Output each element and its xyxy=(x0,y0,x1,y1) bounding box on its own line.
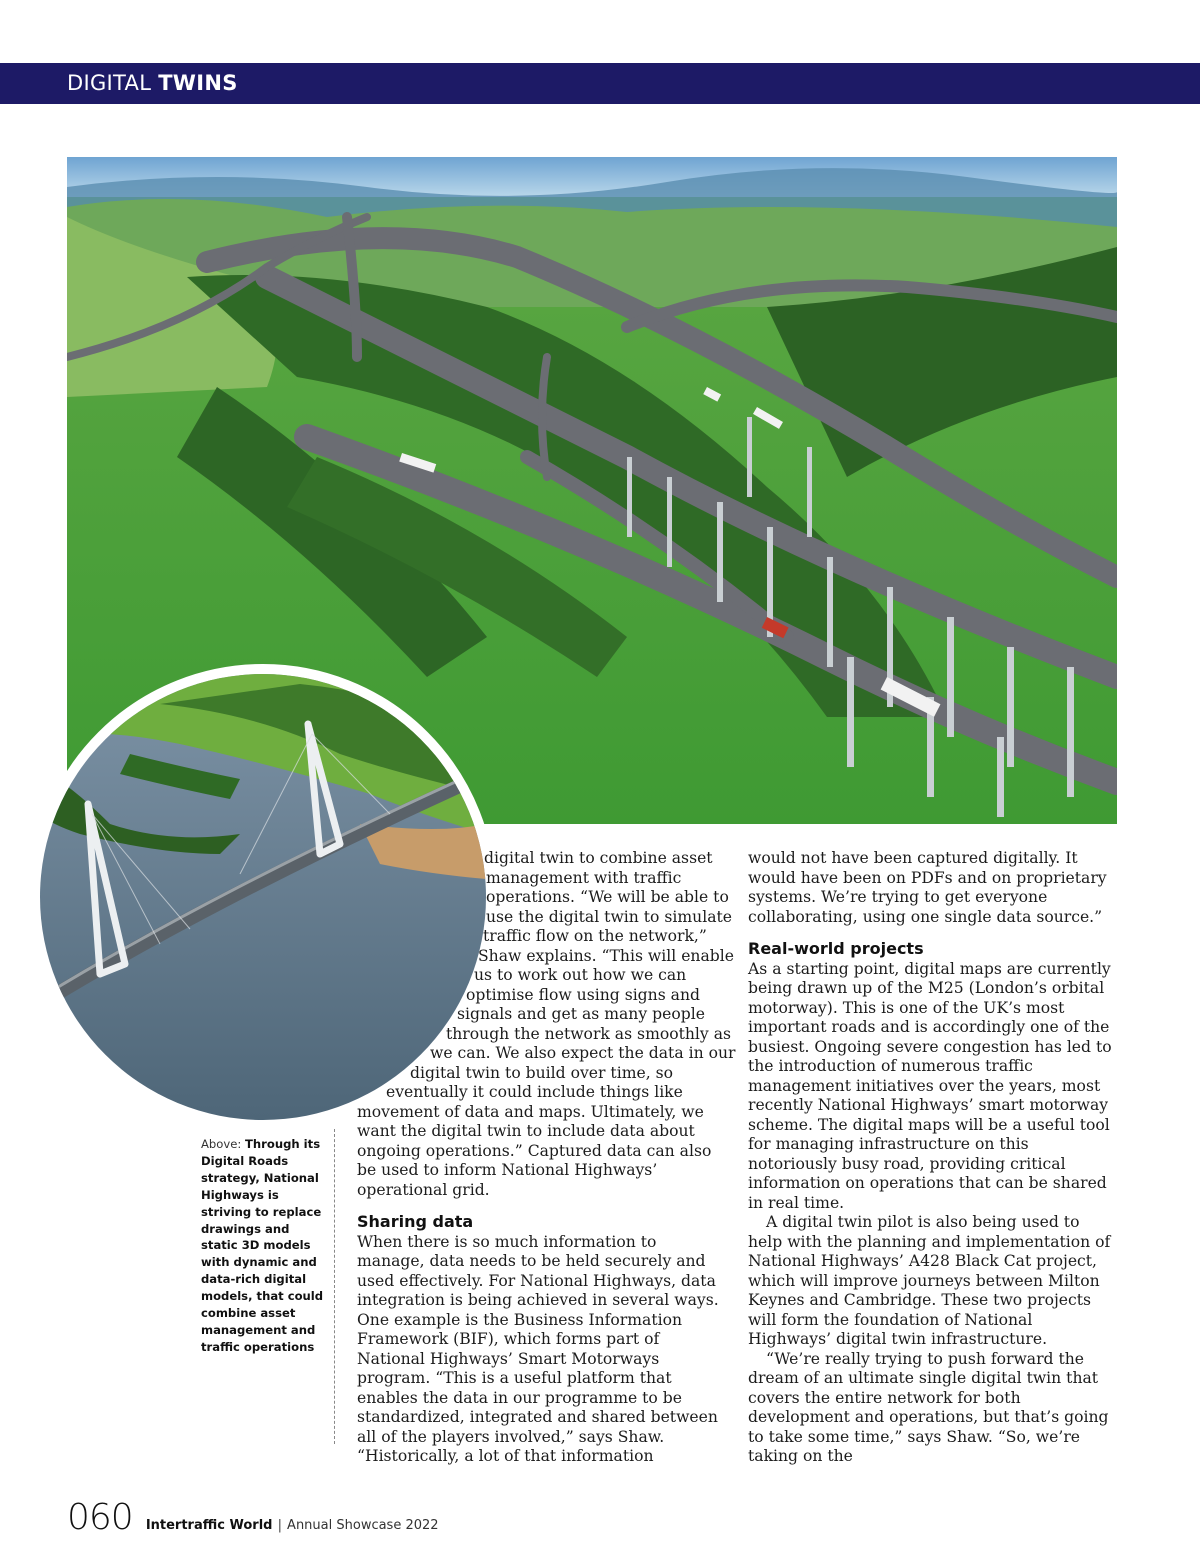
paragraph-text: “We’re really trying to push forward the dream of an ultimate single digital twin that covers the entire network for both development and operations, but that’s going to take some time,” says Shaw. “So, we’re taking on the xyxy=(748,1349,1109,1465)
wrap-line: we can. We also expect the data in our xyxy=(430,1044,736,1062)
subheading-real-world-projects: Real-world projects xyxy=(748,939,924,958)
subheading-sharing-data: Sharing data xyxy=(357,1212,474,1231)
wrap-line: management with traffic xyxy=(486,868,682,887)
footer-separator: | xyxy=(277,1518,282,1533)
caption-divider xyxy=(334,1129,335,1444)
wrap-line: signals and get as many people xyxy=(457,1005,705,1023)
paragraph-text: When there is so much information to manage, data needs to be held securely and used effectively. For National Highways, data integration is being achieved in several ways. One example is the Business Information Framework (BIF), which forms part of National Highways’ Smart Motorways program. “This is a useful platform that enables the data in our programme to be standardized, integrated and shared between all of the players involved,” says Shaw. “Historically, a lot of that information xyxy=(357,1232,719,1465)
section-title xyxy=(67,63,238,104)
image-caption xyxy=(201,1136,325,1356)
caption-lead: Above: xyxy=(201,1137,245,1151)
wrap-line: Shaw explains. “This will enable xyxy=(478,946,734,965)
section-title-light: DIGITAL xyxy=(67,71,152,95)
wrap-line: through the network as smoothly as xyxy=(446,1024,731,1043)
wrap-line: us to work out how we can xyxy=(474,966,687,984)
paragraph-text: A digital twin pilot is also being used to help with the planning and implementation of National Highways’ A428 Black Cat project, which will improve journeys between Milton Keynes and Cambridge. These two projects will form the foundation of National Highways’ digital twin infrastructure. xyxy=(748,1213,1111,1348)
caption-text: Through its Digital Roads strategy, National Highways is striving to replace drawings and static 3D models with dynamic and data-rich digital models, that could combine asset management and traffic operations xyxy=(201,1137,324,1354)
wrap-line: operations. “We will be able to xyxy=(486,888,729,906)
page-number: 060 xyxy=(67,1497,133,1538)
paragraph-text: As a starting point, digital maps are currently being drawn up of the M25 (London’s orbital motorway). This is one of the UK’s most important roads and is accordingly one of the busiest. Ongoing severe congestion has led to the introduction of numerous traffic management initiatives over the years, most recently National Highways’ smart motorway scheme. The digital maps will be a useful tool for managing infrastructure on this notoriously busy road, providing critical information on operations that can be shared in real time. xyxy=(748,959,1112,1212)
article-column-right xyxy=(748,849,1116,1467)
magazine-name: Intertraffic World xyxy=(145,1518,273,1533)
paragraph-text: movement of data and maps. Ultimately, we want the digital twin to include data about ongoing operations.” Captured data can also be used to inform National Highways’ operational grid. xyxy=(357,1102,712,1199)
wrap-line: optimise flow using signs and xyxy=(466,985,700,1004)
section-title-bold: TWINS xyxy=(158,71,238,95)
article-column-middle xyxy=(357,849,736,1467)
wrap-line: use the digital twin to simulate xyxy=(486,907,732,926)
wrap-line: eventually it could include things like xyxy=(386,1083,683,1101)
wrap-line: digital twin to combine asset xyxy=(484,849,713,867)
section-header-bar xyxy=(0,63,1200,104)
page-footer xyxy=(67,1497,439,1537)
wrap-line: traffic flow on the network,” xyxy=(483,927,707,945)
issue-name: Annual Showcase 2022 xyxy=(287,1518,439,1533)
paragraph-text: would not have been captured digitally. It would have been on PDFs and on proprietary systems. We’re trying to get everyone collaborating, using one single data source.” xyxy=(748,849,1107,926)
wrap-line: digital twin to build over time, so xyxy=(410,1063,674,1082)
